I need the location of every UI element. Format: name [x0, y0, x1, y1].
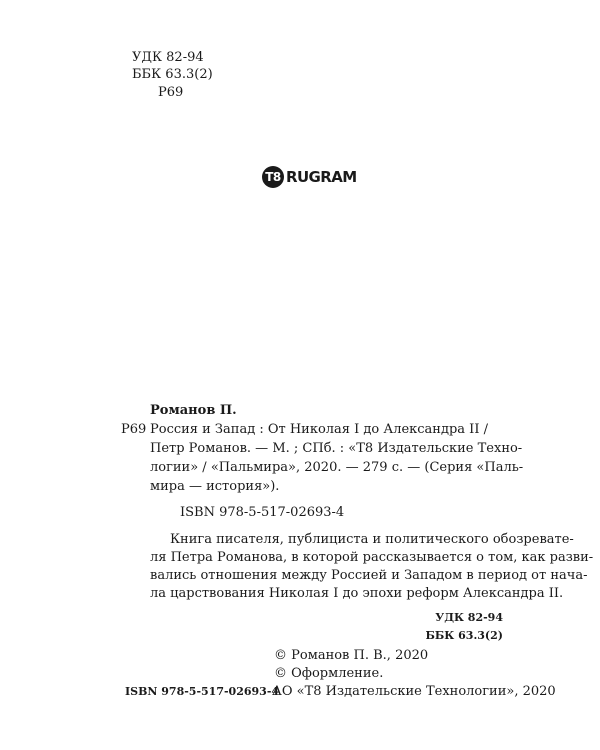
bbk-code-top: ББК 63.3(2) — [132, 67, 213, 82]
isbn-bottom: ISBN 978-5-517-02693-4 — [125, 685, 280, 698]
logo-badge: T8 — [262, 166, 284, 188]
catalog-line: мира — история»). — [150, 479, 280, 494]
udk-code-top: УДК 82-94 — [132, 50, 204, 65]
author-mark-top: Р69 — [158, 85, 184, 100]
copyright-line: © Оформление. — [274, 666, 384, 681]
logo-wordmark: RUGRAM — [286, 168, 357, 186]
annotation-line: ля Петра Романова, в которой рассказывается о том, как разви- — [150, 550, 594, 565]
copyright-line: © Романов П. В., 2020 — [274, 648, 429, 663]
catalog-line: логии» / «Пальмира», 2020. — 279 с. — (Серия «Паль- — [150, 460, 524, 475]
copyright-line: АО «Т8 Издательские Технологии», 2020 — [272, 684, 556, 699]
bbk-code-bottom: ББК 63.3(2) — [425, 629, 503, 642]
udk-code-bottom: УДК 82-94 — [435, 611, 503, 624]
annotation-line: ла царствования Николая I до эпохи реформ Александра II. — [150, 586, 564, 601]
catalog-author: Романов П. — [150, 403, 237, 418]
catalog-line: Россия и Запад : От Николая I до Александра II / — [150, 422, 488, 437]
catalog-isbn: ISBN 978-5-517-02693-4 — [180, 505, 345, 520]
publisher-logo — [262, 166, 357, 188]
annotation-line: вались отношения между Россией и Западом в период от нача- — [150, 568, 588, 583]
catalog-author-mark: Р69 — [121, 422, 147, 437]
annotation-line: Книга писателя, публициста и политического обозревате- — [170, 532, 574, 547]
catalog-line: Петр Романов. — М. ; СПб. : «Т8 Издательские Техно- — [150, 441, 523, 456]
